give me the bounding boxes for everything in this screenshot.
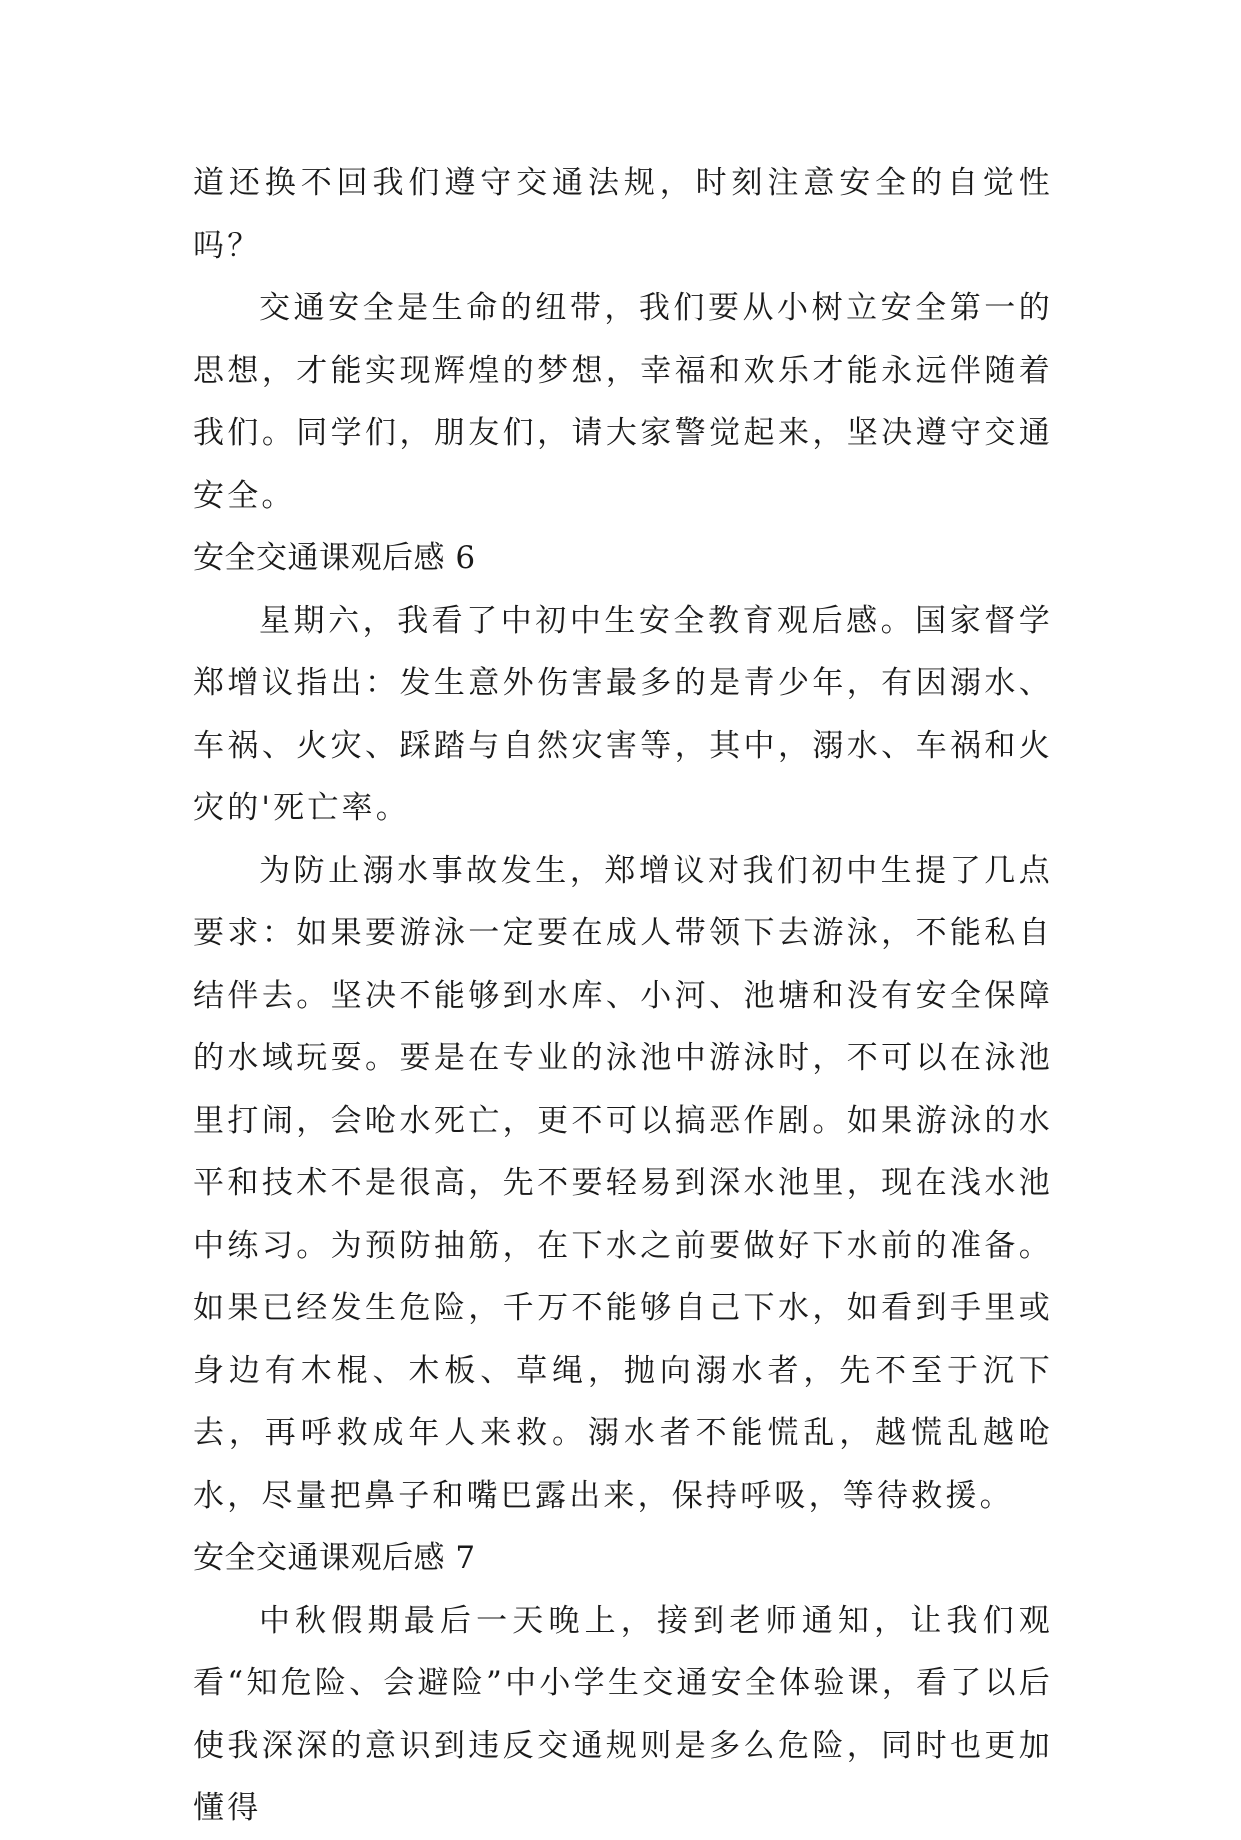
section-heading-6: 安全交通课观后感 6 [193, 540, 476, 576]
document-body [193, 152, 1053, 1840]
paragraph-traffic-safety: 交通安全是生命的纽带，我们要从小树立安全第一的思想，才能实现辉煌的梦想，幸福和欢乐才能永远伴随着我们。同学们，朋友们，请大家警觉起来，坚决遵守交通安全。 [193, 290, 1053, 514]
paragraph-drowning-prevention: 为防止溺水事故发生，郑增议对我们初中生提了几点要求：如果要游泳一定要在成人带领下去游泳，不能私自结伴去。坚决不能够到水库、小河、池塘和没有安全保障的水域玩耍。要是在专业的泳池中游泳时，不可以在泳池里打闹，会呛水死亡，更不可以搞恶作剧。如果游泳的水平和技术不是很高，先不要轻易到深水池里，现在浅水池中练习。为预防抽筋，在下水之前要做好下水前的准备。如果已经发生危险，千万不能够自己下水，如看到手里或身边有木棍、木板、草绳，抛向溺水者，先不至于沉下去，再呼救成年人来救。溺水者不能慌乱，越慌乱越呛水，尽量把鼻子和嘴巴露出来，保持呼吸，等待救援。 [193, 852, 1053, 1514]
paragraph-continuation: 道还换不回我们遵守交通法规，时刻注意安全的自觉性吗？ [193, 165, 1053, 264]
section-heading-7: 安全交通课观后感 7 [193, 1540, 476, 1576]
paragraph-mid-autumn: 中秋假期最后一天晚上，接到老师通知，让我们观看“知危险、会避险”中小学生交通安全体验课，看了以后使我深深的意识到违反交通规则是多么危险，同时也更加懂得 [193, 1602, 1053, 1826]
paragraph-saturday: 星期六，我看了中初中生安全教育观后感。国家督学郑增议指出：发生意外伤害最多的是青少年，有因溺水、车祸、火灾、踩踏与自然灾害等，其中，溺水、车祸和火灾的'死亡率。 [193, 602, 1053, 826]
